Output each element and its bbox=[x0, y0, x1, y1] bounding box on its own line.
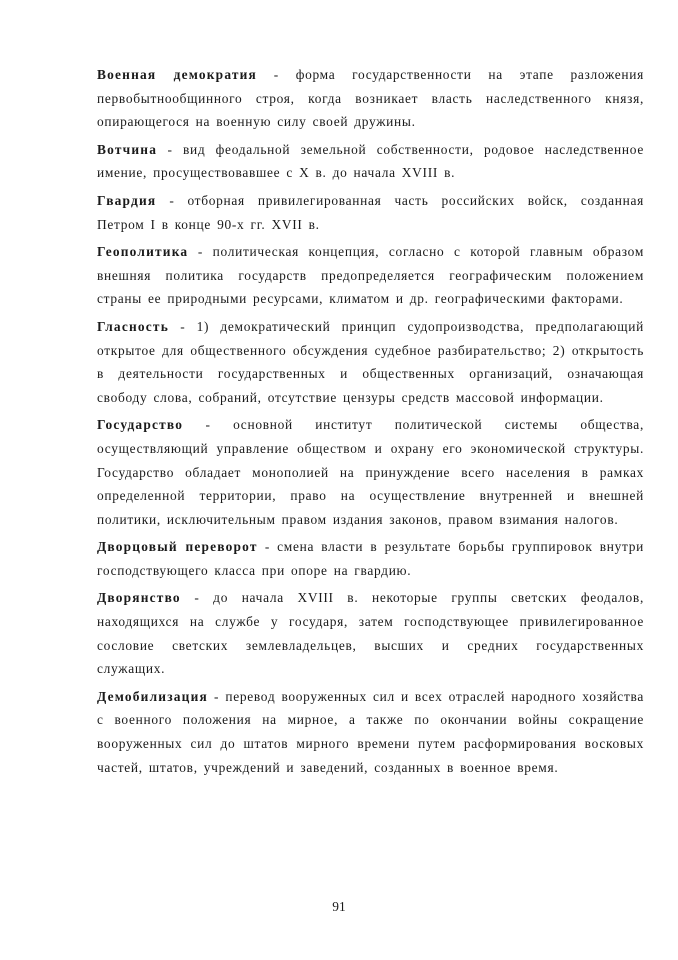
entry-definition: - политическая концепция, согласно с которой главным образом внешняя политика государств предопределяется географическим положением страны ее природными ресурсами, климатом и др. географическими факторами. bbox=[97, 244, 644, 307]
entry-term: Дворцовый переворот bbox=[97, 539, 258, 555]
glossary-entry bbox=[97, 63, 644, 134]
entry-definition: - отборная привилегированная часть российских войск, созданная Петром I в конце 90-х гг. XVII в. bbox=[97, 192, 644, 232]
glossary-entry bbox=[97, 315, 644, 409]
entry-term: Гласность bbox=[97, 318, 169, 334]
glossary-entry bbox=[97, 138, 644, 185]
entry-definition: - перевод вооруженных сил и всех отраслей народного хозяйства с военного положения на мирное, а также по окончании войны сокращение вооруженных сил до штатов мирного времени путем расформирования восковых частей, штатов, учреждений и заведений, созданных в военное время. bbox=[97, 688, 644, 775]
entry-term: Гвардия bbox=[97, 192, 157, 208]
entry-definition: - 1) демократический принцип судопроизводства, предполагающий открытое для общественного обсуждения судебное разбирательство; 2) открытость в деятельности государственных и общественных организаций, означающая свободу слова, собраний, отсутствие цензуры средств массовой информации. bbox=[97, 318, 644, 405]
entry-term: Геополитика bbox=[97, 244, 189, 260]
entry-term: Вотчина bbox=[97, 141, 158, 157]
entry-term: Дворянство bbox=[97, 590, 181, 606]
entry-definition: - смена власти в результате борьбы группировок внутри господствующего класса при опоре на гвардию. bbox=[97, 539, 644, 578]
entry-term: Демобилизация bbox=[97, 688, 208, 704]
entry-term: Военная демократия bbox=[97, 67, 258, 82]
glossary-entry bbox=[97, 189, 644, 236]
glossary-entry bbox=[97, 413, 644, 531]
entry-definition: - до начала XVIII в. некоторые группы светских феодалов, находящихся на службе у государя, затем господствующее привилегированное сословие светских землевладельцев, высших и средних государственных служащих. bbox=[97, 590, 644, 677]
glossary-entry bbox=[97, 685, 644, 779]
glossary-entry bbox=[97, 535, 644, 582]
entry-definition: - основной институт политической системы общества, осуществляющий управление обществом и охрану его экономической структуры. Государство обладает монополией на принуждение всего населения в рамках определенной территории, право на осуществление внутренней и внешней политики, исключительным правом издания законов, правом взимания налогов. bbox=[97, 417, 644, 527]
glossary-entry bbox=[97, 240, 644, 311]
glossary-entries bbox=[97, 63, 644, 783]
entry-definition: - форма государственности на этапе разложения первобытнообщинного строя, когда возникает власть наследственного князя, опирающегося на военную силу своей дружины. bbox=[97, 67, 645, 130]
entry-definition: - вид феодальной земельной собственности, родовое наследственное имение, просуществовавшее с X в. до начала XVIII в. bbox=[97, 141, 644, 181]
page-number: 91 bbox=[332, 899, 346, 914]
entry-term: Государство bbox=[97, 417, 184, 433]
glossary-entry bbox=[97, 586, 644, 680]
